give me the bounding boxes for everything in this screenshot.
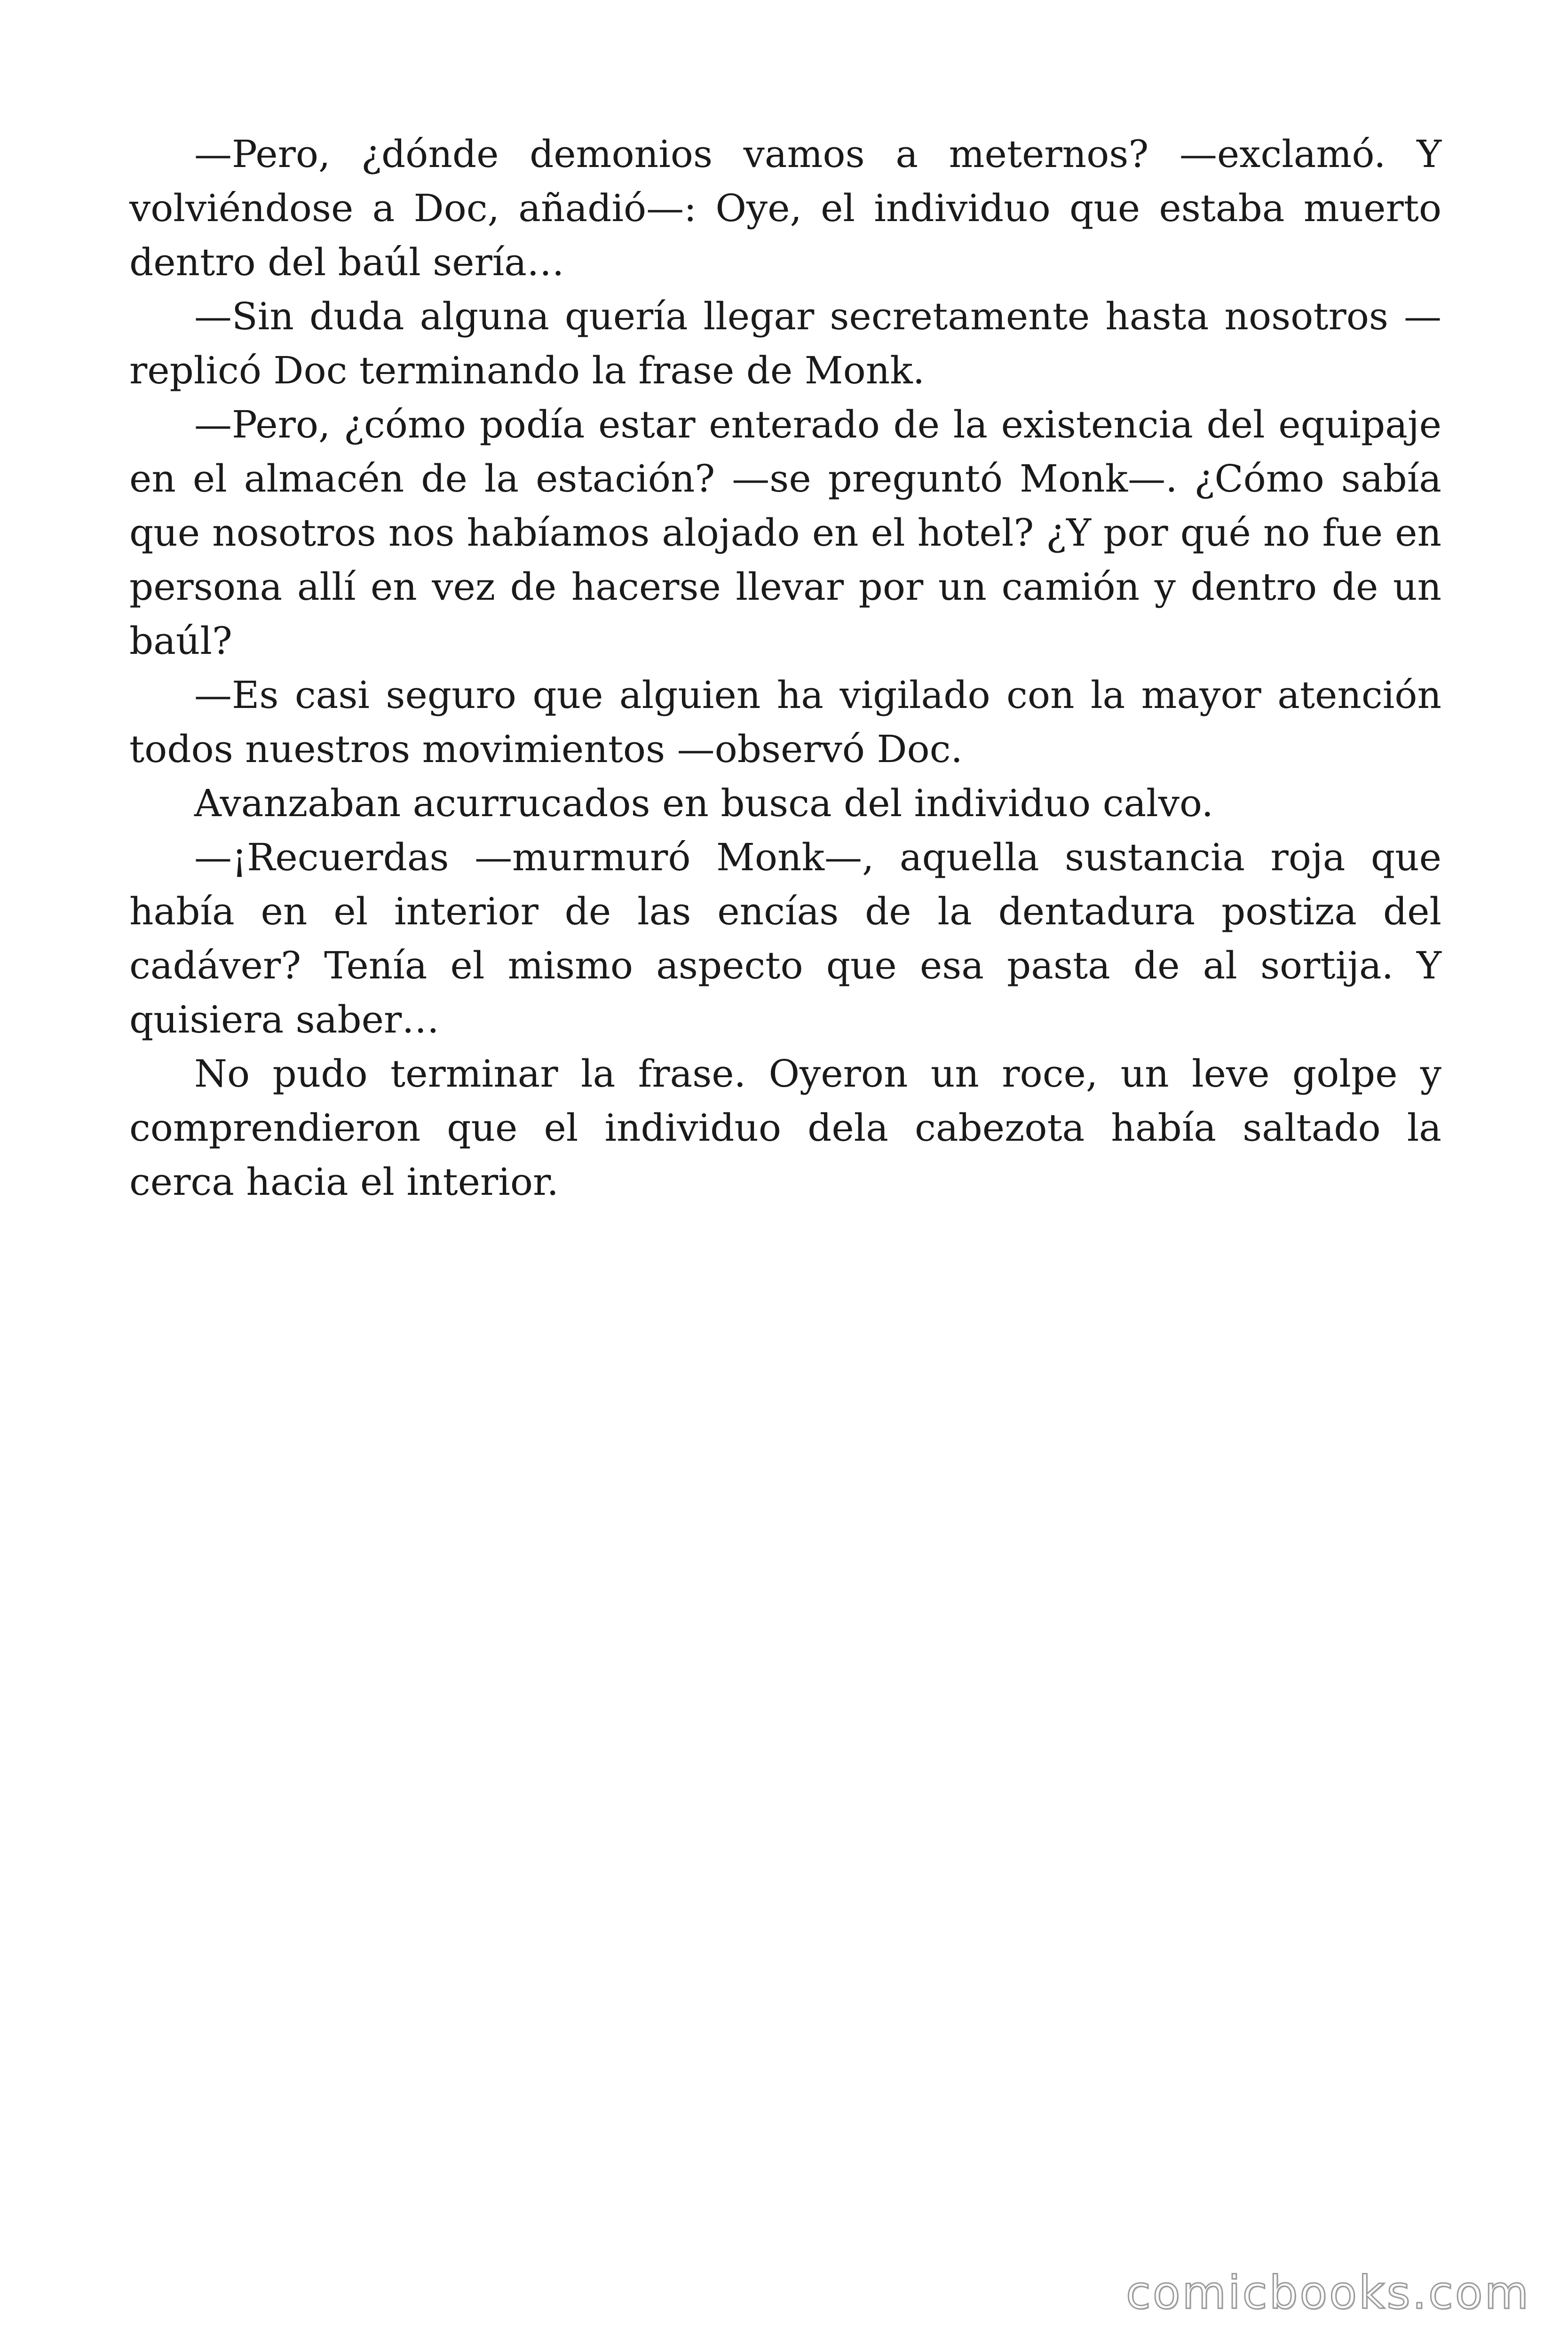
paragraph: —¡Recuerdas —murmuró Monk—, aquella sustancia roja que había en el interior de las encías de la dentadura postiza del cadáver? Tenía el mismo aspecto que esa pasta de al sortija. Y quisiera saber… bbox=[129, 835, 1441, 1041]
watermark-text: comicbooks.com bbox=[1125, 2266, 1530, 2319]
paragraph: Avanzaban acurrucados en busca del individuo calvo. bbox=[194, 781, 1214, 825]
paragraph: —Pero, ¿dónde demonios vamos a meternos? —exclamó. Y volviéndose a Doc, añadió—: Oye, el individuo que estaba muerto dentro del baúl sería… bbox=[129, 132, 1441, 284]
paragraph: —Pero, ¿cómo podía estar enterado de la existencia del equipaje en el almacén de la estación? —se preguntó Monk—. ¿Cómo sabía que nosotros nos habíamos alojado en el hotel? ¿Y por qué no fue en persona allí en vez de hacerse llevar por un camión y dentro de un baúl? bbox=[129, 403, 1441, 663]
paragraph: —Sin duda alguna quería llegar secretamente hasta nosotros —replicó Doc terminando la frase de Monk. bbox=[129, 294, 1441, 392]
paragraph: —Es casi seguro que alguien ha vigilado con la mayor atención todos nuestros movimientos —observó Doc. bbox=[129, 673, 1441, 771]
body-text bbox=[129, 127, 1441, 1209]
paragraph: No pudo terminar la frase. Oyeron un roce, un leve golpe y comprendieron que el individuo dela cabezota había saltado la cerca hacia el interior. bbox=[129, 1052, 1441, 1204]
